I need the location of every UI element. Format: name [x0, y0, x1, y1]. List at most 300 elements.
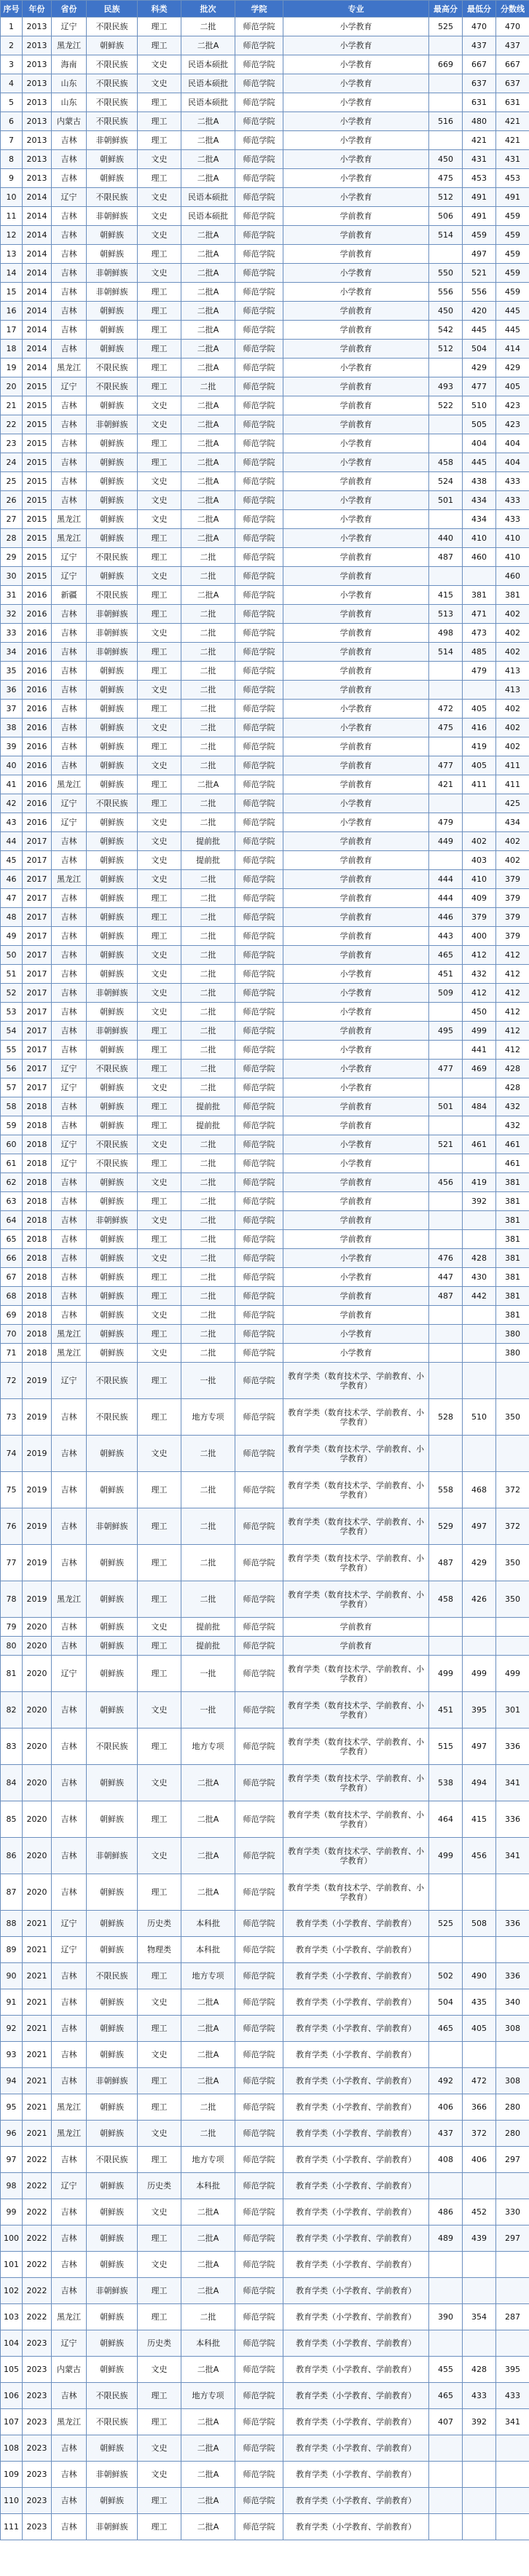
cell-cutoff: 395 — [496, 2357, 529, 2383]
cell-index: 105 — [1, 2357, 23, 2383]
cell-province: 辽宁 — [52, 1154, 87, 1173]
cell-college: 师范学院 — [235, 188, 283, 207]
cell-index: 53 — [1, 1003, 23, 1022]
table-row — [1, 2173, 529, 2199]
cell-cutoff — [496, 2462, 529, 2488]
cell-college: 师范学院 — [235, 93, 283, 112]
cell-index: 34 — [1, 643, 23, 662]
cell-index: 38 — [1, 719, 23, 737]
table-row — [1, 453, 529, 472]
cell-major: 教育学类（小学教育、学前教育） — [283, 2173, 429, 2199]
cell-college: 师范学院 — [235, 396, 283, 415]
cell-ethnicity: 不限民族 — [87, 1060, 138, 1078]
header-cell-cutoff: 分数线 — [496, 1, 529, 17]
cell-batch: 二批 — [181, 1135, 235, 1154]
cell-college: 师范学院 — [235, 1963, 283, 1989]
cell-cutoff — [496, 1637, 529, 1656]
cell-ethnicity: 不限民族 — [87, 1729, 138, 1765]
cell-college: 师范学院 — [235, 1656, 283, 1692]
cell-index: 101 — [1, 2252, 23, 2278]
cell-cutoff: 381 — [496, 586, 529, 605]
cell-year: 2021 — [23, 2121, 52, 2147]
cell-college: 师范学院 — [235, 2225, 283, 2252]
cell-index: 44 — [1, 832, 23, 851]
cell-index: 15 — [1, 283, 23, 302]
cell-index: 79 — [1, 1618, 23, 1637]
cell-subject: 理工 — [138, 112, 181, 131]
cell-subject: 文史 — [138, 719, 181, 737]
cell-cutoff: 379 — [496, 889, 529, 908]
cell-major: 学前教育 — [283, 908, 429, 927]
cell-min-score: 470 — [463, 17, 496, 36]
cell-index: 30 — [1, 567, 23, 586]
cell-province: 吉林 — [52, 1765, 87, 1801]
cell-cutoff: 410 — [496, 529, 529, 548]
cell-major: 教育学类（小学教育、学前教育） — [283, 2304, 429, 2330]
cell-major: 教育学类（数育技术学、学前教育、小学教育） — [283, 1801, 429, 1838]
cell-province: 吉林 — [52, 2252, 87, 2278]
cell-min-score: 499 — [463, 1656, 496, 1692]
cell-province: 吉林 — [52, 889, 87, 908]
cell-min-score: 430 — [463, 1268, 496, 1287]
cell-ethnicity: 朝鲜族 — [87, 2435, 138, 2462]
cell-year: 2016 — [23, 605, 52, 624]
cell-major: 教育学类（数育技术学、学前教育、小学教育） — [283, 1692, 429, 1729]
cell-major: 教育学类（小学教育、学前教育） — [283, 2121, 429, 2147]
cell-ethnicity: 朝鲜族 — [87, 396, 138, 415]
cell-cutoff: 433 — [496, 510, 529, 529]
cell-cutoff: 402 — [496, 851, 529, 870]
cell-max-score — [429, 851, 463, 870]
cell-ethnicity: 朝鲜族 — [87, 491, 138, 510]
cell-year: 2018 — [23, 1211, 52, 1230]
cell-cutoff: 421 — [496, 131, 529, 150]
table-row — [1, 131, 529, 150]
table-row — [1, 1173, 529, 1192]
cell-province: 吉林 — [52, 1287, 87, 1306]
cell-ethnicity: 非朝鲜族 — [87, 605, 138, 624]
cell-batch: 本科批 — [181, 2173, 235, 2199]
cell-cutoff: 404 — [496, 434, 529, 453]
cell-province: 辽宁 — [52, 1656, 87, 1692]
cell-year: 2023 — [23, 2514, 52, 2540]
cell-batch: 二批 — [181, 1078, 235, 1097]
cell-province: 吉林 — [52, 340, 87, 359]
table-row — [1, 1097, 529, 1116]
cell-subject: 理工 — [138, 548, 181, 567]
cell-year: 2015 — [23, 491, 52, 510]
cell-index: 63 — [1, 1192, 23, 1211]
cell-college: 师范学院 — [235, 1472, 283, 1508]
table-row — [1, 1581, 529, 1618]
cell-college: 师范学院 — [235, 2330, 283, 2357]
cell-max-score — [429, 131, 463, 150]
cell-min-score — [463, 1436, 496, 1472]
cell-ethnicity: 非朝鲜族 — [87, 2514, 138, 2540]
cell-major: 教育学类（数育技术学、学前教育、小学教育） — [283, 1545, 429, 1581]
table-row — [1, 1436, 529, 1472]
cell-index: 109 — [1, 2462, 23, 2488]
cell-max-score: 465 — [429, 946, 463, 965]
cell-min-score: 354 — [463, 2304, 496, 2330]
cell-max-score — [429, 1306, 463, 1325]
cell-major: 小学教育 — [283, 719, 429, 737]
cell-cutoff: 381 — [496, 1192, 529, 1211]
cell-subject: 文史 — [138, 851, 181, 870]
cell-province: 吉林 — [52, 472, 87, 491]
cell-year: 2016 — [23, 643, 52, 662]
cell-min-score — [463, 1363, 496, 1399]
cell-batch: 二批A — [181, 112, 235, 131]
cell-college: 师范学院 — [235, 775, 283, 794]
cell-max-score: 444 — [429, 870, 463, 889]
cell-ethnicity: 非朝鲜族 — [87, 643, 138, 662]
cell-index: 80 — [1, 1637, 23, 1656]
cell-index: 76 — [1, 1508, 23, 1545]
cell-ethnicity: 朝鲜族 — [87, 775, 138, 794]
cell-college: 师范学院 — [235, 1306, 283, 1325]
cell-subject: 文史 — [138, 567, 181, 586]
cell-batch: 二批A — [181, 1801, 235, 1838]
cell-batch: 二批A — [181, 2409, 235, 2435]
cell-major: 小学教育 — [283, 491, 429, 510]
cell-min-score — [463, 1154, 496, 1173]
cell-major: 教育学类（小学教育、学前教育） — [283, 2383, 429, 2409]
cell-major: 教育学类（数育技术学、学前教育、小学教育） — [283, 1472, 429, 1508]
cell-ethnicity: 不限民族 — [87, 586, 138, 605]
cell-batch: 一批 — [181, 1692, 235, 1729]
cell-subject: 历史类 — [138, 1911, 181, 1937]
cell-year: 2014 — [23, 321, 52, 340]
cell-max-score — [429, 415, 463, 434]
cell-ethnicity: 朝鲜族 — [87, 1041, 138, 1060]
cell-subject: 文史 — [138, 1436, 181, 1472]
cell-index: 60 — [1, 1135, 23, 1154]
cell-major: 学前教育 — [283, 226, 429, 245]
cell-subject: 理工 — [138, 2147, 181, 2173]
cell-max-score — [429, 1637, 463, 1656]
cell-subject: 理工 — [138, 1472, 181, 1508]
cell-min-score: 456 — [463, 1838, 496, 1874]
cell-major: 学前教育 — [283, 548, 429, 567]
cell-min-score: 521 — [463, 264, 496, 283]
cell-cutoff: 404 — [496, 453, 529, 472]
cell-major: 小学教育 — [283, 36, 429, 55]
cell-subject: 理工 — [138, 586, 181, 605]
cell-max-score — [429, 794, 463, 813]
cell-batch: 二批A — [181, 226, 235, 245]
cell-year: 2017 — [23, 984, 52, 1003]
cell-min-score: 395 — [463, 1692, 496, 1729]
cell-index: 81 — [1, 1656, 23, 1692]
cell-province: 吉林 — [52, 453, 87, 472]
cell-index: 74 — [1, 1436, 23, 1472]
cell-province: 吉林 — [52, 2383, 87, 2409]
cell-college: 师范学院 — [235, 169, 283, 188]
cell-ethnicity: 不限民族 — [87, 93, 138, 112]
cell-year: 2020 — [23, 1838, 52, 1874]
cell-subject: 文史 — [138, 2357, 181, 2383]
cell-college: 师范学院 — [235, 264, 283, 283]
table-row — [1, 2304, 529, 2330]
cell-year: 2016 — [23, 586, 52, 605]
cell-year: 2017 — [23, 1003, 52, 1022]
cell-year: 2022 — [23, 2225, 52, 2252]
cell-ethnicity: 朝鲜族 — [87, 2094, 138, 2121]
cell-batch: 地方专项 — [181, 1729, 235, 1765]
cell-year: 2019 — [23, 1508, 52, 1545]
cell-min-score: 392 — [463, 1192, 496, 1211]
cell-major: 学前教育 — [283, 681, 429, 700]
cell-index: 48 — [1, 908, 23, 927]
cell-year: 2021 — [23, 1989, 52, 2016]
cell-province: 山东 — [52, 93, 87, 112]
cell-subject: 理工 — [138, 169, 181, 188]
cell-index: 93 — [1, 2042, 23, 2068]
cell-cutoff: 341 — [496, 2409, 529, 2435]
cell-ethnicity: 朝鲜族 — [87, 2042, 138, 2068]
cell-cutoff: 379 — [496, 927, 529, 946]
cell-min-score: 508 — [463, 1911, 496, 1937]
cell-max-score: 390 — [429, 2304, 463, 2330]
cell-major: 教育学类（小学教育、学前教育） — [283, 2147, 429, 2173]
cell-subject: 理工 — [138, 1656, 181, 1692]
cell-ethnicity: 朝鲜族 — [87, 36, 138, 55]
cell-major: 小学教育 — [283, 1249, 429, 1268]
cell-batch: 二批 — [181, 737, 235, 756]
cell-year: 2019 — [23, 1581, 52, 1618]
cell-province: 内蒙古 — [52, 112, 87, 131]
cell-min-score: 442 — [463, 1287, 496, 1306]
cell-cutoff: 350 — [496, 1399, 529, 1436]
cell-ethnicity: 朝鲜族 — [87, 1874, 138, 1911]
cell-major: 小学教育 — [283, 794, 429, 813]
cell-batch: 二批 — [181, 605, 235, 624]
cell-subject: 历史类 — [138, 2173, 181, 2199]
cell-major: 学前教育 — [283, 1173, 429, 1192]
cell-cutoff: 336 — [496, 1963, 529, 1989]
cell-index: 1 — [1, 17, 23, 36]
cell-batch: 民语本硕批 — [181, 55, 235, 74]
cell-college: 师范学院 — [235, 2068, 283, 2094]
cell-min-score — [463, 2042, 496, 2068]
cell-cutoff: 412 — [496, 1022, 529, 1041]
cell-max-score: 556 — [429, 283, 463, 302]
cell-batch: 二批 — [181, 889, 235, 908]
cell-cutoff: 411 — [496, 756, 529, 775]
cell-max-score: 443 — [429, 927, 463, 946]
cell-max-score — [429, 1192, 463, 1211]
cell-major: 教育学类（小学教育、学前教育） — [283, 2435, 429, 2462]
cell-ethnicity: 不限民族 — [87, 1363, 138, 1399]
cell-index: 36 — [1, 681, 23, 700]
cell-province: 辽宁 — [52, 1060, 87, 1078]
cell-subject: 文史 — [138, 946, 181, 965]
cell-index: 90 — [1, 1963, 23, 1989]
cell-max-score — [429, 1937, 463, 1963]
cell-subject: 文史 — [138, 264, 181, 283]
cell-major: 小学教育 — [283, 1268, 429, 1287]
cell-province: 吉林 — [52, 491, 87, 510]
cell-cutoff: 433 — [496, 2383, 529, 2409]
cell-min-score: 497 — [463, 245, 496, 264]
cell-ethnicity: 朝鲜族 — [87, 908, 138, 927]
cell-cutoff: 301 — [496, 1692, 529, 1729]
cell-batch: 地方专项 — [181, 2383, 235, 2409]
cell-min-score: 461 — [463, 1135, 496, 1154]
cell-college: 师范学院 — [235, 1937, 283, 1963]
table-row — [1, 946, 529, 965]
cell-subject: 理工 — [138, 1874, 181, 1911]
cell-major: 学前教育 — [283, 605, 429, 624]
cell-year: 2023 — [23, 2435, 52, 2462]
cell-min-score: 404 — [463, 434, 496, 453]
cell-ethnicity: 朝鲜族 — [87, 453, 138, 472]
cell-major: 小学教育 — [283, 1078, 429, 1097]
cell-ethnicity: 朝鲜族 — [87, 737, 138, 756]
cell-year: 2018 — [23, 1230, 52, 1249]
cell-cutoff: 491 — [496, 188, 529, 207]
table-row — [1, 2094, 529, 2121]
cell-major: 小学教育 — [283, 434, 429, 453]
cell-province: 吉林 — [52, 1472, 87, 1508]
cell-cutoff: 423 — [496, 396, 529, 415]
cell-major: 教育学类（小学教育、学前教育） — [283, 2252, 429, 2278]
table-row — [1, 1211, 529, 1230]
cell-cutoff: 379 — [496, 908, 529, 927]
cell-min-score: 469 — [463, 1060, 496, 1078]
cell-min-score: 379 — [463, 908, 496, 927]
cell-min-score: 426 — [463, 1581, 496, 1618]
cell-cutoff: 445 — [496, 302, 529, 321]
cell-year: 2016 — [23, 775, 52, 794]
cell-batch: 二批A — [181, 529, 235, 548]
cell-college: 师范学院 — [235, 794, 283, 813]
cell-major: 教育学类（小学教育、学前教育） — [283, 2330, 429, 2357]
cell-province: 吉林 — [52, 851, 87, 870]
cell-major: 教育学类（小学教育、学前教育） — [283, 2068, 429, 2094]
cell-max-score — [429, 1436, 463, 1472]
cell-index: 25 — [1, 472, 23, 491]
table-row — [1, 605, 529, 624]
cell-major: 学前教育 — [283, 1618, 429, 1637]
cell-cutoff: 350 — [496, 1581, 529, 1618]
cell-index: 89 — [1, 1937, 23, 1963]
table-row — [1, 1060, 529, 1078]
cell-province: 吉林 — [52, 2199, 87, 2225]
cell-cutoff: 413 — [496, 662, 529, 681]
cell-max-score — [429, 1154, 463, 1173]
cell-year: 2020 — [23, 1692, 52, 1729]
cell-min-score — [463, 2278, 496, 2304]
cell-subject: 文史 — [138, 2121, 181, 2147]
cell-cutoff: 405 — [496, 377, 529, 396]
table-row — [1, 984, 529, 1003]
cell-year: 2020 — [23, 1765, 52, 1801]
cell-college: 师范学院 — [235, 226, 283, 245]
cell-cutoff: 461 — [496, 1135, 529, 1154]
cell-max-score: 447 — [429, 1268, 463, 1287]
cell-max-score — [429, 567, 463, 586]
cell-college: 师范学院 — [235, 1249, 283, 1268]
cell-college: 师范学院 — [235, 643, 283, 662]
cell-ethnicity: 不限民族 — [87, 377, 138, 396]
cell-ethnicity: 非朝鲜族 — [87, 984, 138, 1003]
cell-ethnicity: 不限民族 — [87, 794, 138, 813]
cell-year: 2021 — [23, 2068, 52, 2094]
cell-province: 吉林 — [52, 1801, 87, 1838]
cell-min-score: 460 — [463, 548, 496, 567]
cell-major: 小学教育 — [283, 74, 429, 93]
cell-ethnicity: 非朝鲜族 — [87, 2278, 138, 2304]
cell-batch: 二批 — [181, 965, 235, 984]
cell-min-score: 637 — [463, 74, 496, 93]
cell-major: 小学教育 — [283, 17, 429, 36]
cell-major: 教育学类（小学教育、学前教育） — [283, 2488, 429, 2514]
cell-cutoff: 402 — [496, 737, 529, 756]
cell-cutoff: 432 — [496, 1097, 529, 1116]
cell-ethnicity: 朝鲜族 — [87, 321, 138, 340]
table-row — [1, 700, 529, 719]
cell-major: 教育学类（数育技术学、学前教育、小学教育） — [283, 1436, 429, 1472]
cell-ethnicity: 朝鲜族 — [87, 2252, 138, 2278]
cell-province: 吉林 — [52, 1230, 87, 1249]
cell-subject: 理工 — [138, 662, 181, 681]
cell-ethnicity: 朝鲜族 — [87, 1268, 138, 1287]
cell-province: 吉林 — [52, 2488, 87, 2514]
cell-college: 师范学院 — [235, 1078, 283, 1097]
cell-college: 师范学院 — [235, 1060, 283, 1078]
cell-year: 2021 — [23, 2094, 52, 2121]
cell-year: 2021 — [23, 1911, 52, 1937]
cell-min-score: 452 — [463, 2199, 496, 2225]
cell-province: 吉林 — [52, 1211, 87, 1230]
cell-major: 教育学类（小学教育、学前教育） — [283, 2016, 429, 2042]
cell-subject: 理工 — [138, 737, 181, 756]
cell-max-score: 525 — [429, 1911, 463, 1937]
cell-batch: 二批 — [181, 1287, 235, 1306]
cell-province: 辽宁 — [52, 1135, 87, 1154]
cell-college: 师范学院 — [235, 2357, 283, 2383]
cell-major: 学前教育 — [283, 302, 429, 321]
cell-college: 师范学院 — [235, 586, 283, 605]
cell-index: 51 — [1, 965, 23, 984]
cell-index: 99 — [1, 2199, 23, 2225]
cell-major: 学前教育 — [283, 851, 429, 870]
cell-batch: 二批A — [181, 2278, 235, 2304]
cell-subject: 理工 — [138, 1325, 181, 1344]
cell-ethnicity: 朝鲜族 — [87, 1116, 138, 1135]
cell-college: 师范学院 — [235, 1041, 283, 1060]
cell-max-score — [429, 2278, 463, 2304]
cell-cutoff — [496, 2042, 529, 2068]
cell-subject: 文史 — [138, 207, 181, 226]
table-row — [1, 150, 529, 169]
table-row — [1, 927, 529, 946]
cell-subject: 文史 — [138, 188, 181, 207]
cell-min-score: 412 — [463, 984, 496, 1003]
cell-min-score: 491 — [463, 207, 496, 226]
cell-batch: 二批A — [181, 510, 235, 529]
cell-province: 吉林 — [52, 1989, 87, 2016]
cell-index: 85 — [1, 1801, 23, 1838]
cell-batch: 提前批 — [181, 1097, 235, 1116]
cell-max-score: 458 — [429, 1581, 463, 1618]
cell-subject: 理工 — [138, 775, 181, 794]
cell-province: 海南 — [52, 55, 87, 74]
table-row — [1, 2488, 529, 2514]
cell-index: 50 — [1, 946, 23, 965]
